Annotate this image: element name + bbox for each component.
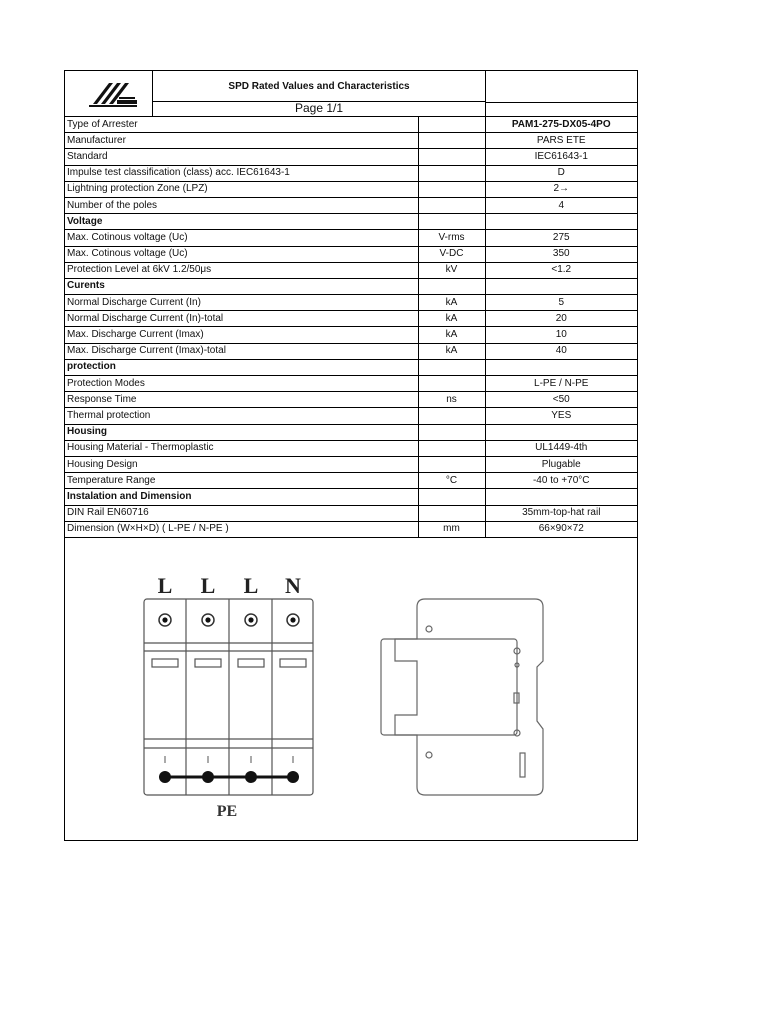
- spec-unit: V-rms: [418, 230, 485, 246]
- spec-unit: [418, 440, 485, 456]
- pole-label: L: [200, 573, 216, 598]
- company-logo: [65, 71, 153, 116]
- spec-row: [65, 117, 637, 133]
- spec-row: [65, 311, 637, 327]
- spec-label: Temperature Range: [65, 473, 418, 489]
- product-drawing: [65, 543, 637, 840]
- spec-value: UL1449-4th: [485, 440, 637, 456]
- spec-label: Thermal protection: [65, 408, 418, 424]
- spec-value: IEC61643-1: [485, 149, 637, 165]
- spec-row: [65, 456, 637, 472]
- spec-unit: °C: [418, 473, 485, 489]
- datasheet: [64, 70, 638, 841]
- spec-unit: [418, 133, 485, 149]
- spec-value: 2→: [485, 181, 637, 197]
- spec-row: [65, 262, 637, 278]
- spec-value: 20: [485, 311, 637, 327]
- spec-label: Max. Cotinous voltage (Uc): [65, 246, 418, 262]
- spec-value: -40 to +70°C: [485, 473, 637, 489]
- spec-value: L-PE / N-PE: [485, 376, 637, 392]
- spec-table: [65, 116, 637, 538]
- pe-label: PE: [216, 803, 238, 820]
- spec-row: [65, 408, 637, 424]
- section-row: [65, 278, 637, 294]
- spec-row: [65, 295, 637, 311]
- spec-value: 10: [485, 327, 637, 343]
- spec-unit: [418, 505, 485, 521]
- spec-row: [65, 165, 637, 181]
- spec-unit: [418, 181, 485, 197]
- spec-row: [65, 521, 637, 537]
- spec-value: 350: [485, 246, 637, 262]
- spec-label: Standard: [65, 149, 418, 165]
- pole-label: N: [285, 573, 301, 598]
- spec-value: 5: [485, 295, 637, 311]
- spec-value: [485, 214, 637, 230]
- section-row: [65, 424, 637, 440]
- side-view: [381, 599, 543, 795]
- spec-row: [65, 133, 637, 149]
- spec-value: [485, 278, 637, 294]
- spec-unit: [418, 408, 485, 424]
- spec-label: Max. Cotinous voltage (Uc): [65, 230, 418, 246]
- spec-unit: kA: [418, 295, 485, 311]
- spec-unit: ns: [418, 392, 485, 408]
- spec-value: <50: [485, 392, 637, 408]
- spec-value: 66×90×72: [485, 521, 637, 537]
- section-title: protection: [65, 359, 418, 375]
- section-title: Curents: [65, 278, 418, 294]
- spec-unit: [418, 278, 485, 294]
- header-right-cell: [485, 71, 637, 116]
- spec-value: D: [485, 165, 637, 181]
- spec-unit: kV: [418, 262, 485, 278]
- front-view: [144, 599, 313, 795]
- spec-label: Lightning protection Zone (LPZ): [65, 181, 418, 197]
- spec-unit: kA: [418, 343, 485, 359]
- spec-row: [65, 440, 637, 456]
- spec-label: Type of Arrester: [65, 117, 418, 133]
- section-row: [65, 489, 637, 505]
- spec-unit: [418, 165, 485, 181]
- section-title: Instalation and Dimension: [65, 489, 418, 505]
- spec-unit: [418, 359, 485, 375]
- spec-unit: kA: [418, 311, 485, 327]
- spec-row: [65, 473, 637, 489]
- spec-label: Normal Discharge Current (In): [65, 295, 418, 311]
- spec-label: Max. Discharge Current (Imax)-total: [65, 343, 418, 359]
- spec-label: Response Time: [65, 392, 418, 408]
- spec-label: DIN Rail EN60716: [65, 505, 418, 521]
- spec-unit: [418, 424, 485, 440]
- page-indicator: Page 1/1: [294, 101, 344, 115]
- spec-value: 275: [485, 230, 637, 246]
- section-row: [65, 359, 637, 375]
- spec-unit: [418, 489, 485, 505]
- spec-row: [65, 327, 637, 343]
- spec-label: Normal Discharge Current (In)-total: [65, 311, 418, 327]
- spec-row: [65, 505, 637, 521]
- spec-value: Plugable: [485, 456, 637, 472]
- datasheet-header: [65, 71, 637, 116]
- spec-label: Dimension (W×H×D) ( L-PE / N-PE ): [65, 521, 418, 537]
- spec-label: Housing Material - Thermoplastic: [65, 440, 418, 456]
- spec-label: Protection Level at 6kV 1.2/50μs: [65, 262, 418, 278]
- spec-unit: [418, 197, 485, 213]
- spec-unit: [418, 456, 485, 472]
- spec-row: [65, 149, 637, 165]
- spec-value: PARS ETE: [485, 133, 637, 149]
- spec-label: Housing Design: [65, 456, 418, 472]
- section-row: [65, 214, 637, 230]
- spec-value: 40: [485, 343, 637, 359]
- spec-row: [65, 181, 637, 197]
- spd-drawing-svg: [65, 543, 637, 840]
- spec-label: Protection Modes: [65, 376, 418, 392]
- spec-unit: [418, 376, 485, 392]
- spec-label: Max. Discharge Current (Imax): [65, 327, 418, 343]
- spec-value: [485, 359, 637, 375]
- spec-label: Impulse test classification (class) acc. IEC61643-1: [65, 165, 418, 181]
- spec-unit: mm: [418, 521, 485, 537]
- spec-row: [65, 197, 637, 213]
- spec-unit: [418, 149, 485, 165]
- spec-unit: kA: [418, 327, 485, 343]
- logo-mark-icon: [65, 71, 153, 116]
- pole-label: L: [157, 573, 173, 598]
- section-title: Housing: [65, 424, 418, 440]
- spec-value: PAM1-275-DX05-4PO: [485, 117, 637, 133]
- spec-row: [65, 246, 637, 262]
- spec-row: [65, 376, 637, 392]
- spec-value: 4: [485, 197, 637, 213]
- pole-label: L: [243, 573, 259, 598]
- spec-label: Number of the poles: [65, 197, 418, 213]
- spec-unit: [418, 117, 485, 133]
- spec-row: [65, 230, 637, 246]
- spec-value: [485, 424, 637, 440]
- spec-unit: [418, 214, 485, 230]
- spec-row: [65, 392, 637, 408]
- document-title: SPD Rated Values and Characteristics: [153, 71, 485, 102]
- section-title: Voltage: [65, 214, 418, 230]
- spec-value: YES: [485, 408, 637, 424]
- spec-value: [485, 489, 637, 505]
- spec-label: Manufacturer: [65, 133, 418, 149]
- spec-unit: V-DC: [418, 246, 485, 262]
- spec-value: <1.2: [485, 262, 637, 278]
- spec-row: [65, 343, 637, 359]
- spec-value: 35mm-top-hat rail: [485, 505, 637, 521]
